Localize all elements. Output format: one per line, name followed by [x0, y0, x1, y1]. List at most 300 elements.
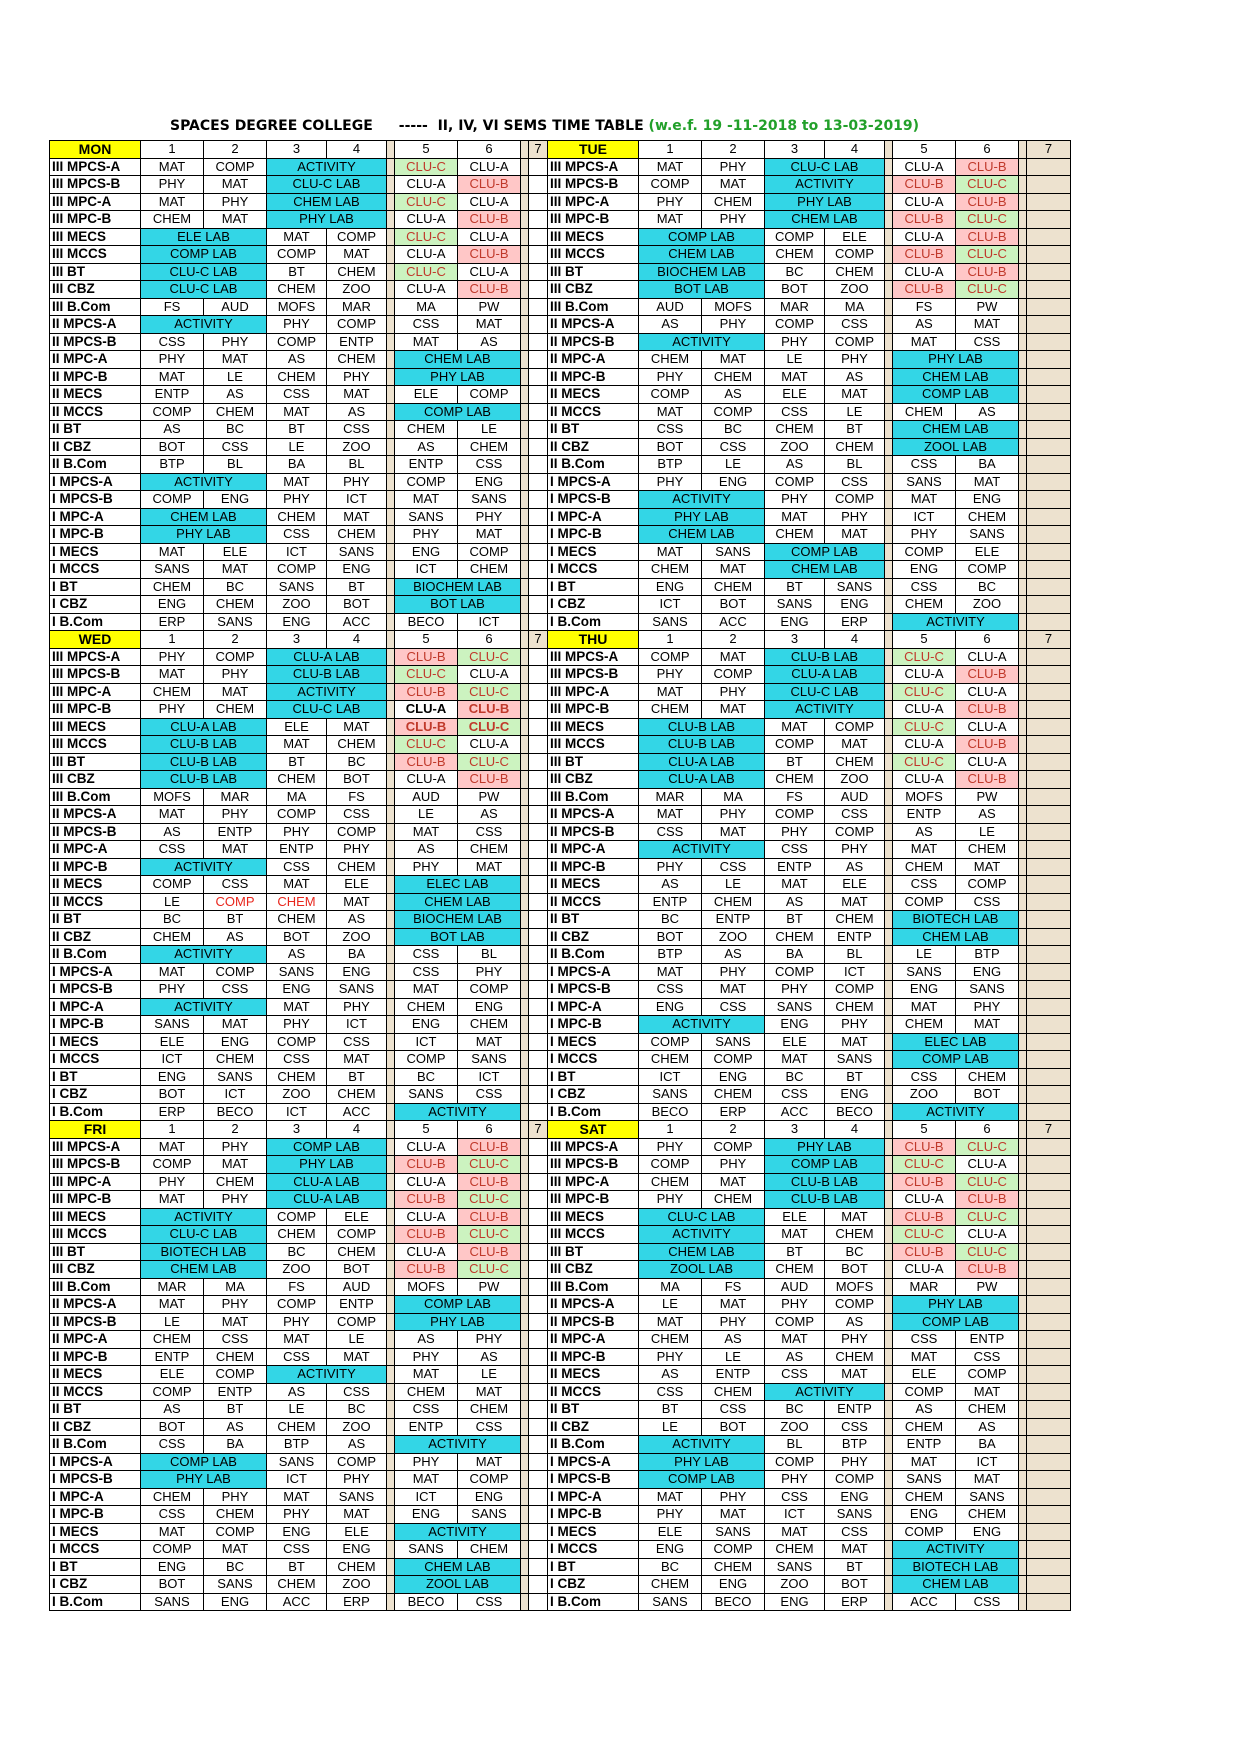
period-cell: CHEM [765, 526, 825, 544]
period-cell: CHEM [267, 508, 327, 526]
class-name: III MPC-A [50, 683, 141, 701]
period-cell: SANS [395, 1541, 458, 1559]
gap-cell [387, 421, 395, 439]
period-7-cell [1027, 771, 1071, 789]
period-cell: CLU-A [956, 1226, 1019, 1244]
period-7-cell [529, 1156, 548, 1174]
table-row [50, 281, 1071, 299]
period-cell: BT [765, 1243, 825, 1261]
period-cell: SANS [639, 1593, 702, 1611]
period-cell: CSS [395, 963, 458, 981]
class-name: III MPC-B [50, 1191, 141, 1209]
period-number: 1 [141, 631, 204, 649]
period-cell: MAT [204, 1313, 267, 1331]
period-cell: LE [204, 368, 267, 386]
table-row [50, 1173, 1071, 1191]
period-cell: MAT [893, 491, 956, 509]
period-cell: CSS [458, 1086, 521, 1104]
period-cell: CSS [639, 1383, 702, 1401]
period-cell: PHY [825, 1453, 885, 1471]
class-name: II MPCS-A [548, 1296, 639, 1314]
lab-cell: CHEM LAB [395, 893, 521, 911]
class-name: I CBZ [548, 1576, 639, 1594]
class-name: III MECS [548, 228, 639, 246]
period-cell: ENG [395, 1506, 458, 1524]
class-name: III BT [548, 263, 639, 281]
period-cell: MAT [204, 561, 267, 579]
period-cell: ENTP [702, 911, 765, 929]
period-cell: BT [204, 911, 267, 929]
lab-cell: COMP LAB [639, 228, 765, 246]
period-cell: BOT [639, 438, 702, 456]
period-cell: ZOO [327, 438, 387, 456]
lab-cell: CHEM LAB [141, 1261, 267, 1279]
gap-cell [387, 1366, 395, 1384]
period-cell: ENG [765, 1016, 825, 1034]
period-number: 5 [395, 141, 458, 159]
period-cell: CHEM [458, 841, 521, 859]
class-name: II MPC-A [50, 841, 141, 859]
period-7-cell [529, 1086, 548, 1104]
period-cell: ELE [893, 1366, 956, 1384]
period-cell: CHEM [204, 701, 267, 719]
period-7-cell [1027, 736, 1071, 754]
period-cell: BC [327, 753, 387, 771]
period-cell: FS [327, 788, 387, 806]
period-cell: ZOO [327, 1418, 387, 1436]
gap-cell [387, 1383, 395, 1401]
class-name: III CBZ [548, 1261, 639, 1279]
class-name: II MPC-B [50, 1348, 141, 1366]
class-name: III MPCS-A [548, 1138, 639, 1156]
period-7-cell [529, 1506, 548, 1524]
table-row [50, 753, 1071, 771]
lab-cell: ACTIVITY [141, 316, 267, 334]
period-7-cell [529, 1296, 548, 1314]
period-cell: CLU-B [956, 193, 1019, 211]
period-cell: AS [395, 1331, 458, 1349]
period-7-cell [529, 1401, 548, 1419]
table-row [50, 998, 1071, 1016]
class-name: III MPC-A [50, 1173, 141, 1191]
period-cell: COMP [639, 176, 702, 194]
gap-cell [521, 438, 529, 456]
gap-cell [885, 1138, 893, 1156]
period-cell: AS [702, 1331, 765, 1349]
lab-cell: ACTIVITY [893, 613, 1019, 631]
lab-cell: BIOCHEM LAB [395, 911, 521, 929]
gap-cell [885, 1068, 893, 1086]
gap-cell [387, 963, 395, 981]
period-cell: CLU-C [458, 683, 521, 701]
period-cell: BECO [395, 1593, 458, 1611]
period-cell: CLU-A [395, 1138, 458, 1156]
gap-cell [521, 911, 529, 929]
period-cell: CLU-B [956, 701, 1019, 719]
gap-cell [387, 543, 395, 561]
class-name: I MECS [50, 1033, 141, 1051]
period-cell: ENG [327, 561, 387, 579]
period-cell: CHEM [204, 1173, 267, 1191]
lab-cell: ZOOL LAB [639, 1261, 765, 1279]
table-row [50, 946, 1071, 964]
period-7-cell [529, 386, 548, 404]
period-cell: CHEM [825, 753, 885, 771]
gap-cell [521, 1296, 529, 1314]
class-name: II B.Com [50, 456, 141, 474]
period-cell: FS [893, 298, 956, 316]
period-cell: MAT [765, 1051, 825, 1069]
period-cell: AS [702, 946, 765, 964]
period-7-cell [1027, 613, 1071, 631]
class-name: II MPCS-B [50, 823, 141, 841]
class-name: III MECS [50, 228, 141, 246]
gap-cell [1019, 1313, 1027, 1331]
gap-cell [521, 263, 529, 281]
period-cell: CLU-A [395, 211, 458, 229]
gap-cell [1019, 613, 1027, 631]
period-cell: COMP [204, 1523, 267, 1541]
gap-cell [387, 1593, 395, 1611]
period-7-cell [529, 1541, 548, 1559]
period-cell: ELE [825, 876, 885, 894]
gap-cell [885, 876, 893, 894]
period-cell: PHY [702, 316, 765, 334]
period-cell: CHEM [327, 263, 387, 281]
gap-cell [1019, 176, 1027, 194]
period-7-cell [529, 438, 548, 456]
period-7-cell [529, 701, 548, 719]
table-row [50, 648, 1071, 666]
gap-cell [521, 718, 529, 736]
period-cell: BOT [327, 1261, 387, 1279]
gap-cell [521, 823, 529, 841]
period-cell: MAT [956, 473, 1019, 491]
gap-cell [387, 1033, 395, 1051]
period-cell: CLU-A [395, 1173, 458, 1191]
period-cell: ZOO [267, 596, 327, 614]
period-cell: MAT [327, 386, 387, 404]
period-cell: AUD [204, 298, 267, 316]
gap-cell [1019, 736, 1027, 754]
period-cell: CHEM [327, 526, 387, 544]
gap-cell [885, 1103, 893, 1121]
period-cell: CLU-A [893, 263, 956, 281]
gap-cell [521, 403, 529, 421]
period-cell: ICT [267, 1103, 327, 1121]
period-cell: SANS [141, 561, 204, 579]
period-cell: CHEM [639, 1576, 702, 1594]
period-cell: LE [765, 351, 825, 369]
day-header-row [50, 141, 1071, 159]
gap-cell [387, 981, 395, 999]
gap-cell [521, 841, 529, 859]
period-cell: MAT [702, 648, 765, 666]
gap-cell [885, 788, 893, 806]
period-cell: CLU-B [956, 263, 1019, 281]
class-name: II MPC-A [50, 1331, 141, 1349]
gap-cell [387, 578, 395, 596]
gap-cell [885, 1226, 893, 1244]
period-cell: AS [893, 1401, 956, 1419]
period-cell: AS [825, 858, 885, 876]
gap-cell [1019, 963, 1027, 981]
period-cell: MOFS [395, 1278, 458, 1296]
lab-cell: CLU-B LAB [765, 1173, 885, 1191]
period-cell: BECO [204, 1103, 267, 1121]
period-cell: CHEM [639, 351, 702, 369]
period-cell: ELE [765, 1208, 825, 1226]
period-cell: CLU-B [458, 246, 521, 264]
period-cell: CLU-B [956, 771, 1019, 789]
table-row [50, 1226, 1071, 1244]
gap-cell [521, 963, 529, 981]
period-cell: ENG [141, 1558, 204, 1576]
class-name: I MPC-B [50, 1016, 141, 1034]
table-row [50, 806, 1071, 824]
gap-cell [521, 456, 529, 474]
period-cell: ENG [639, 1541, 702, 1559]
lab-cell: PHY LAB [893, 1296, 1019, 1314]
period-cell: COMP [327, 316, 387, 334]
period-cell: ICT [204, 1086, 267, 1104]
lab-cell: ACTIVITY [395, 1103, 521, 1121]
lab-cell: PHY LAB [267, 211, 387, 229]
class-name: I MPC-B [548, 1506, 639, 1524]
period-cell: CLU-C [395, 736, 458, 754]
period-cell: MAT [267, 403, 327, 421]
period-cell: CSS [893, 1331, 956, 1349]
period-cell: MAT [825, 1541, 885, 1559]
period-cell: MAT [893, 333, 956, 351]
period-cell: ERP [141, 613, 204, 631]
gap-cell [521, 753, 529, 771]
period-cell: PHY [956, 998, 1019, 1016]
period-cell: BOT [141, 1086, 204, 1104]
gap-cell [521, 946, 529, 964]
gap-cell [387, 613, 395, 631]
period-cell: CHEM [141, 928, 204, 946]
class-name: II MCCS [548, 893, 639, 911]
period-cell: PHY [702, 1488, 765, 1506]
gap-cell [885, 1156, 893, 1174]
period-cell: CSS [204, 876, 267, 894]
period-cell: PHY [267, 316, 327, 334]
period-7-cell [529, 1576, 548, 1594]
period-cell: ENTP [141, 386, 204, 404]
sems-label: II, IV, VI SEMS TIME TABLE [437, 118, 644, 134]
period-7-cell [1027, 491, 1071, 509]
period-7-cell [529, 1331, 548, 1349]
period-cell: MAT [141, 1296, 204, 1314]
gap-cell [387, 158, 395, 176]
period-cell: ZOO [956, 596, 1019, 614]
gap-cell [1019, 1506, 1027, 1524]
period-cell: MOFS [893, 788, 956, 806]
period-cell: MOFS [141, 788, 204, 806]
class-name: I CBZ [548, 1086, 639, 1104]
period-7-cell [529, 718, 548, 736]
gap-cell [885, 456, 893, 474]
lab-cell: ACTIVITY [141, 473, 267, 491]
period-cell: LE [702, 1348, 765, 1366]
period-cell: CHEM [893, 1418, 956, 1436]
gap-cell [387, 806, 395, 824]
period-cell: CHEM [204, 1348, 267, 1366]
period-cell: CLU-B [893, 281, 956, 299]
period-cell: CLU-B [458, 176, 521, 194]
gap-cell [885, 403, 893, 421]
period-cell: CSS [825, 1418, 885, 1436]
period-cell: ENG [893, 561, 956, 579]
class-name: III MECS [50, 718, 141, 736]
period-cell: BOT [956, 1086, 1019, 1104]
period-cell: COMP [639, 386, 702, 404]
period-cell: ERP [825, 613, 885, 631]
gap-cell [1019, 438, 1027, 456]
period-cell: ENG [267, 1523, 327, 1541]
period-cell: MAT [141, 1523, 204, 1541]
lab-cell: COMP LAB [639, 1471, 765, 1489]
period-cell: CSS [141, 333, 204, 351]
period-7-cell [1027, 841, 1071, 859]
gap-cell [1019, 911, 1027, 929]
period-cell: BC [327, 1401, 387, 1419]
period-cell: COMP [204, 158, 267, 176]
class-name: II MCCS [548, 403, 639, 421]
table-row [50, 1086, 1071, 1104]
table-row [50, 893, 1071, 911]
class-name: III CBZ [548, 281, 639, 299]
period-cell: AS [141, 1401, 204, 1419]
period-cell: MAT [458, 858, 521, 876]
period-cell: COMP [639, 1033, 702, 1051]
gap-cell [521, 298, 529, 316]
period-7-cell [529, 578, 548, 596]
table-row [50, 788, 1071, 806]
gap-cell [1019, 333, 1027, 351]
period-cell: AS [395, 841, 458, 859]
gap-cell [387, 1278, 395, 1296]
lab-cell: ZOOL LAB [395, 1576, 521, 1594]
period-cell: CLU-C [956, 281, 1019, 299]
period-cell: MAT [956, 1471, 1019, 1489]
period-cell: AS [267, 946, 327, 964]
lab-cell: BOT LAB [395, 596, 521, 614]
period-cell: CLU-C [893, 718, 956, 736]
gap-cell [521, 613, 529, 631]
period-7-cell [1027, 386, 1071, 404]
period-7-cell [529, 1471, 548, 1489]
gap-cell [387, 1471, 395, 1489]
class-name: III B.Com [50, 788, 141, 806]
class-name: III MCCS [50, 1226, 141, 1244]
gap-cell [885, 1453, 893, 1471]
period-cell: BA [327, 946, 387, 964]
lab-cell: COMP LAB [893, 1313, 1019, 1331]
gap-cell [521, 508, 529, 526]
class-name: III BT [548, 1243, 639, 1261]
lab-cell: CLU-B LAB [141, 736, 267, 754]
class-name: I MPCS-B [50, 981, 141, 999]
period-number: 7 [1027, 1121, 1071, 1139]
gap-cell [521, 1068, 529, 1086]
period-cell: CLU-A [395, 246, 458, 264]
table-row [50, 1068, 1071, 1086]
class-name: I B.Com [548, 1103, 639, 1121]
period-cell: PHY [702, 1156, 765, 1174]
lab-cell: COMP LAB [141, 246, 267, 264]
period-cell: CHEM [204, 1051, 267, 1069]
period-cell: COMP [825, 981, 885, 999]
class-name: I MPCS-A [50, 963, 141, 981]
period-cell: ENG [267, 981, 327, 999]
class-name: I MPC-B [50, 526, 141, 544]
table-row [50, 298, 1071, 316]
gap-cell [521, 648, 529, 666]
lab-cell: ACTIVITY [639, 491, 765, 509]
class-name: III B.Com [50, 298, 141, 316]
period-number: 7 [1027, 631, 1071, 649]
gap-cell [521, 1506, 529, 1524]
gap-cell [521, 1366, 529, 1384]
gap-cell [521, 1016, 529, 1034]
period-cell: CSS [327, 421, 387, 439]
period-cell: PHY [458, 963, 521, 981]
period-cell: SANS [458, 1506, 521, 1524]
period-cell: MAT [956, 316, 1019, 334]
period-cell: COMP [893, 543, 956, 561]
day-name: MON [50, 141, 141, 159]
period-cell: ERP [327, 1593, 387, 1611]
gap-cell [387, 1016, 395, 1034]
period-cell: SANS [327, 981, 387, 999]
period-cell: MAT [327, 246, 387, 264]
period-cell: MAT [141, 368, 204, 386]
period-cell: SANS [765, 596, 825, 614]
period-cell: CHEM [458, 438, 521, 456]
period-cell: ELE [204, 543, 267, 561]
period-cell: PHY [141, 1173, 204, 1191]
period-7-cell [529, 158, 548, 176]
gap-cell [521, 1313, 529, 1331]
class-name: II MPCS-B [548, 823, 639, 841]
period-cell: BC [765, 263, 825, 281]
period-cell: LE [702, 876, 765, 894]
gap-cell [1019, 141, 1027, 159]
class-name: III B.Com [548, 298, 639, 316]
gap-cell [521, 701, 529, 719]
gap-cell [521, 211, 529, 229]
period-cell: MAR [765, 298, 825, 316]
period-7-cell [529, 1243, 548, 1261]
period-cell: CSS [267, 386, 327, 404]
gap-cell [885, 368, 893, 386]
gap-cell [1019, 193, 1027, 211]
table-row [50, 1103, 1071, 1121]
period-cell: COMP [702, 1541, 765, 1559]
gap-cell [1019, 403, 1027, 421]
period-cell: PHY [327, 473, 387, 491]
lab-cell: CLU-B LAB [141, 753, 267, 771]
gap-cell [1019, 561, 1027, 579]
lab-cell: COMP LAB [395, 403, 521, 421]
class-name: II MPCS-B [50, 333, 141, 351]
period-cell: ZOO [327, 928, 387, 946]
period-cell: PHY [141, 701, 204, 719]
gap-cell [885, 438, 893, 456]
gap-cell [387, 176, 395, 194]
